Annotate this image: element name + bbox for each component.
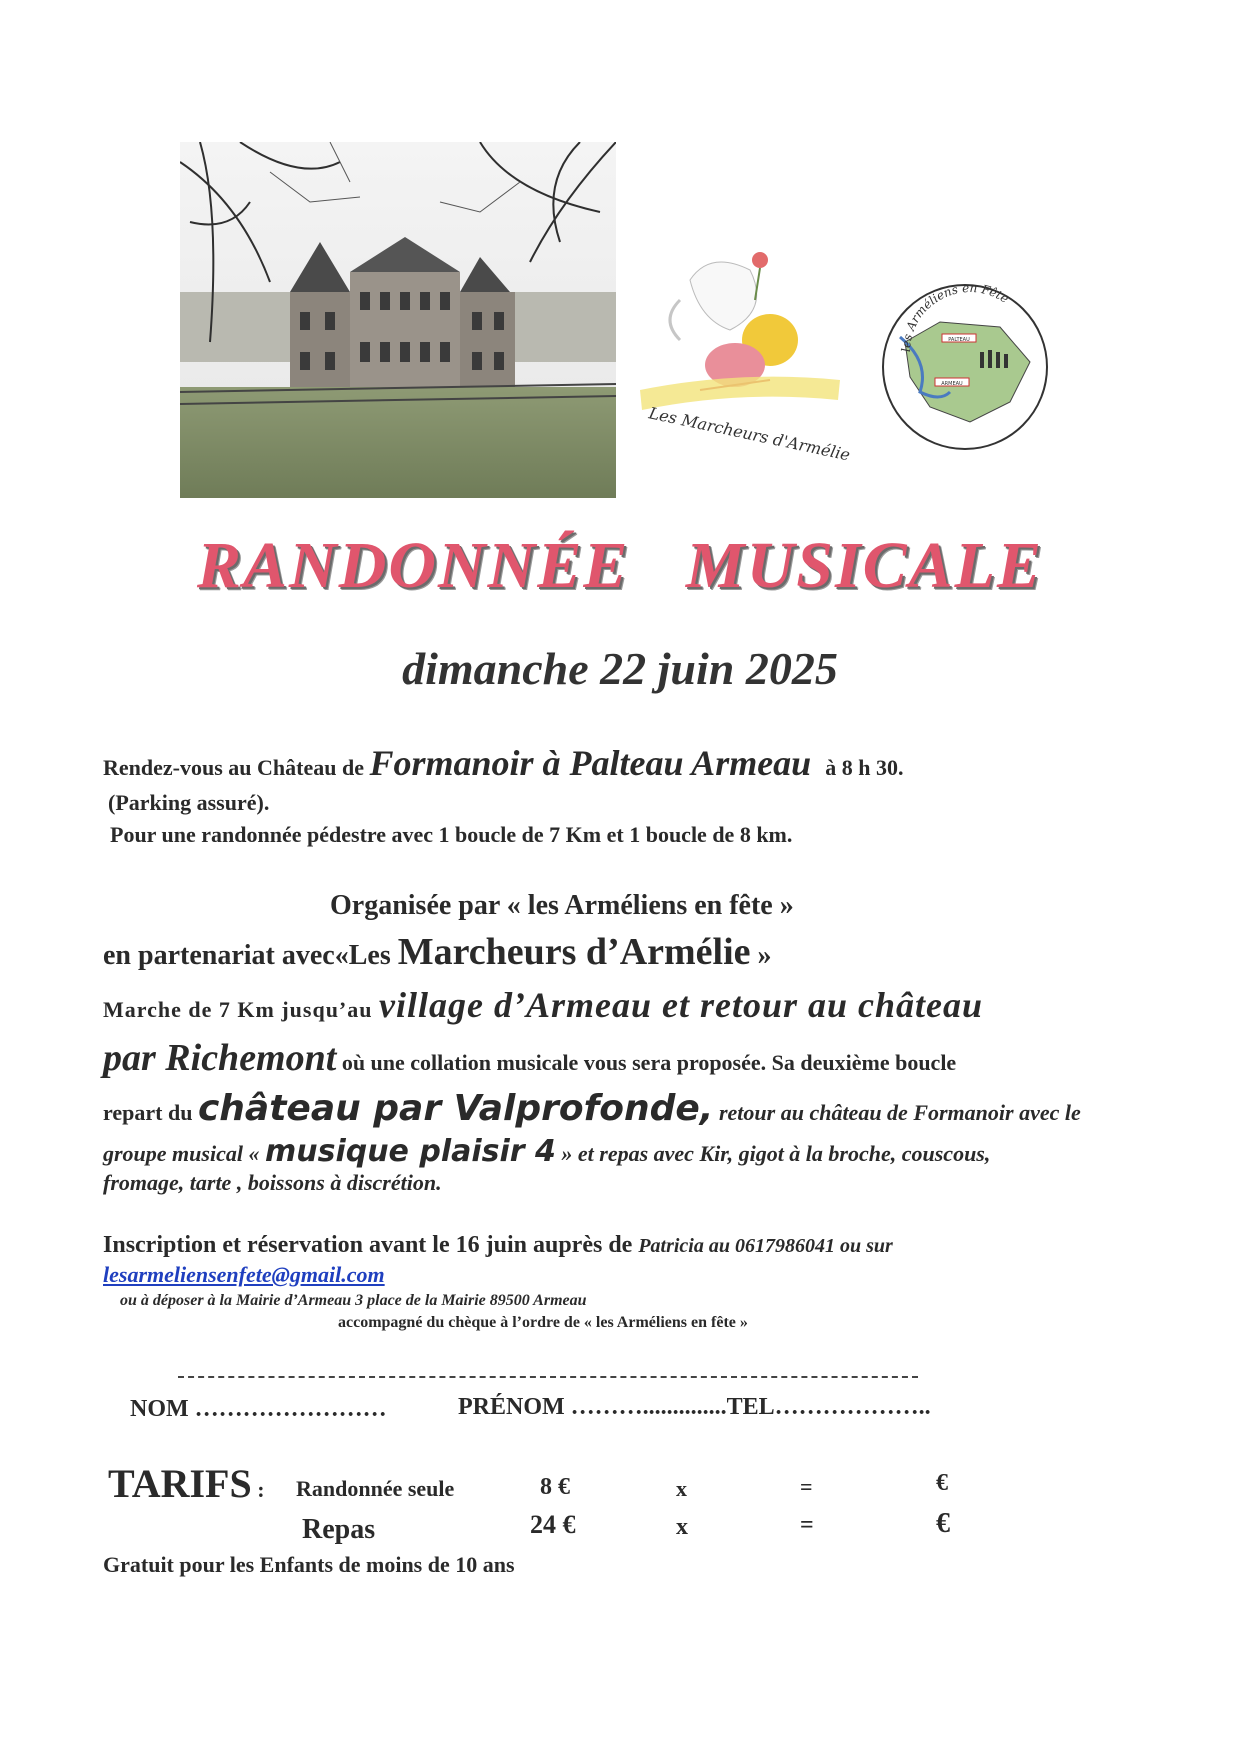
marcheurs-logo-text: Les Marcheurs d'Armélie — [647, 403, 850, 460]
email-link[interactable]: lesarmeliensenfete@gmail.com — [103, 1262, 385, 1287]
partnership-prefix: en partenariat avec«Les — [103, 940, 398, 971]
inscription-l1-a: Inscription et réservation avant le 16 juin auprès de — [103, 1232, 639, 1258]
rendezvous-time: à 8 h 30. — [825, 755, 904, 780]
map-label-armeau: ARMEAU — [941, 381, 963, 387]
tarif-row-1-currency: € — [936, 1470, 948, 1496]
description-line-4 — [103, 1134, 990, 1169]
partnership-suffix: » — [750, 940, 772, 971]
desc-l3-a: repart du — [103, 1100, 198, 1125]
description-line-2 — [103, 1036, 956, 1080]
map-label-palteau: PALTEAU — [948, 337, 970, 343]
chateau-photo — [180, 142, 616, 498]
loops-info: Pour une randonnée pédestre avec 1 boucle de 7 Km et 1 boucle de 8 km. — [110, 822, 793, 847]
desc-l1-a: Marche de 7 Km jusqu’au — [103, 997, 379, 1022]
tarif-row-2-currency: € — [936, 1508, 950, 1539]
page-title: RANDONNÉE MUSICALE — [196, 529, 1044, 602]
free-children-note: Gratuit pour les Enfants de moins de 10 ans — [103, 1552, 515, 1577]
tarif-row-2-name: Repas — [302, 1514, 376, 1545]
partnership-line — [103, 930, 772, 974]
desc-l1-b: village d’Armeau et retour au château — [379, 985, 983, 1025]
inscription-l1-b: Patricia au 0617986041 ou sur — [638, 1235, 893, 1257]
desc-l2-b: où une collation musicale vous sera proposée. Sa deuxième boucle — [336, 1050, 957, 1075]
email-line — [103, 1262, 385, 1288]
tarif-row-1-price: 8 € — [540, 1474, 570, 1500]
inscription-line-1 — [103, 1232, 893, 1259]
tarifs-colon: : — [251, 1477, 265, 1502]
form-prenom-tel[interactable]: PRÉNOM ………..............TEL……………….. — [458, 1394, 931, 1420]
desc-l4-c: » et repas avec Kir, gigot à la broche, couscous, — [555, 1141, 991, 1166]
rendezvous-prefix: Rendez-vous au Château de — [103, 755, 370, 780]
desc-l3-b: château par Valprofonde, — [197, 1088, 714, 1129]
tarif-row-1-x: x — [676, 1476, 687, 1501]
description-line-3 — [103, 1088, 1081, 1129]
tarifs-heading — [108, 1460, 265, 1507]
rendezvous-place: Formanoir à Palteau Armeau — [369, 743, 812, 783]
tarif-row-2-x: x — [676, 1514, 688, 1540]
description-line-1 — [103, 984, 983, 1026]
tarif-row-2-price: 24 € — [530, 1510, 576, 1539]
tarif-row-2-eq: = — [800, 1512, 814, 1538]
parking-note: (Parking assuré). — [108, 790, 270, 815]
form-nom[interactable]: NOM …………………… — [130, 1396, 387, 1422]
tarif-row-1-name: Randonnée seule — [296, 1476, 455, 1501]
organised-by: Organisée par « les Arméliens en fête » — [330, 890, 794, 921]
description-line-5: fromage, tarte , boissons à discrétion. — [103, 1170, 442, 1195]
desc-l2-a: par Richemont — [103, 1037, 337, 1079]
desc-l4-a: groupe musical « — [103, 1141, 265, 1166]
partnership-name: Marcheurs d’Armélie — [397, 931, 751, 973]
armeliens-logo — [880, 282, 1050, 452]
inscription-line-3: ou à déposer à la Mairie d’Armeau 3 place de la Mairie 89500 Armeau — [120, 1292, 587, 1309]
tarifs-label: TARIFS — [108, 1461, 252, 1506]
inscription-line-4: accompagné du chèque à l’ordre de « les Arméliens en fête » — [338, 1314, 748, 1331]
marcheurs-logo — [640, 240, 850, 460]
tarif-row-1-eq: = — [800, 1474, 813, 1499]
rendezvous-line — [103, 742, 903, 784]
event-date: dimanche 22 juin 2025 — [402, 643, 838, 694]
desc-l4-b: musique plaisir 4 — [264, 1134, 556, 1169]
armeliens-logo-text: les Arméliens en Fête — [898, 282, 1012, 353]
desc-l3-c: retour au château de Formanoir avec le — [713, 1100, 1081, 1125]
form-divider — [178, 1376, 918, 1378]
